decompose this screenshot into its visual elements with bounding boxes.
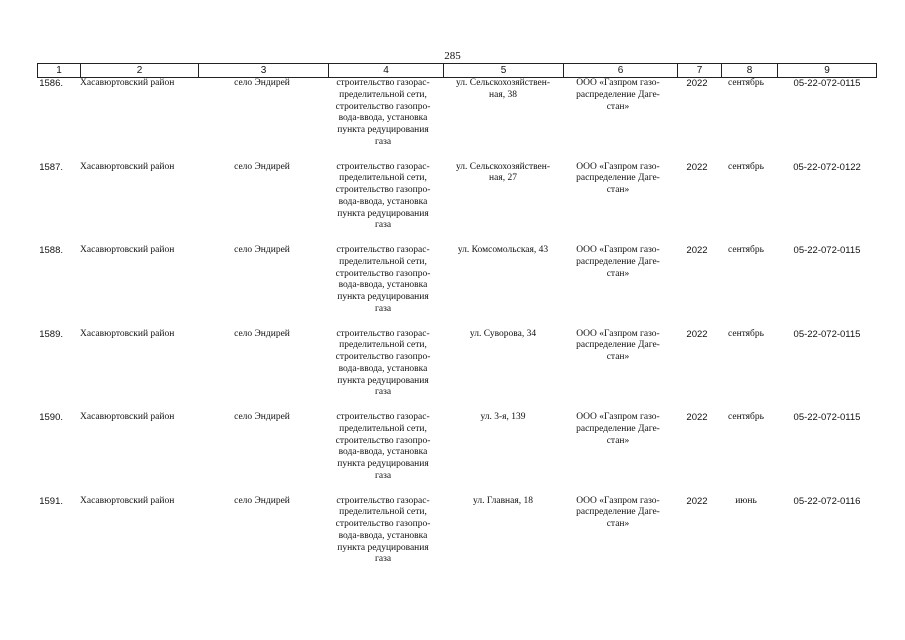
month-cell: июнь: [735, 495, 757, 506]
work-cell-line: газа: [374, 303, 392, 314]
header-col-9: 9: [777, 64, 877, 77]
work-cell: [328, 329, 438, 400]
work-cell-line: пределительной сети,: [339, 173, 427, 184]
district-cell: Хасавюртовский район: [80, 161, 175, 172]
work-cell: [328, 245, 438, 316]
org-cell-line: стан»: [606, 519, 630, 530]
work-cell-line: строительство газорас-: [336, 412, 430, 422]
work-cell-line: строительство газопро-: [335, 268, 431, 279]
row-number: 1591.: [39, 495, 63, 507]
org-cell-line: распределение Даге-: [576, 89, 660, 100]
month-cell: сентябрь: [728, 412, 764, 422]
work-cell-line: вода-ввода, установка: [338, 447, 428, 458]
work-cell-line: строительство газопро-: [335, 352, 431, 363]
table-row: [37, 245, 877, 329]
work-cell-line: строительство газорас-: [336, 161, 430, 172]
org-cell-line: распределение Даге-: [576, 340, 660, 351]
header-col-7: 7: [677, 64, 721, 77]
org-cell-line: стан»: [606, 268, 630, 279]
org-cell-line: распределение Даге-: [576, 507, 660, 518]
work-cell-line: газа: [374, 136, 392, 147]
work-cell-line: газа: [374, 554, 392, 565]
header-col-4: 4: [328, 64, 443, 77]
org-cell-line: ООО «Газпром газо-: [576, 412, 660, 422]
work-cell-line: газа: [374, 470, 392, 481]
district-cell: Хасавюртовский район: [80, 78, 175, 88]
work-cell-line: пункта редуцирования: [337, 459, 429, 470]
address-cell-line: ул. Сельскохозяйствен-: [455, 78, 551, 88]
work-cell-line: строительство газорас-: [336, 328, 430, 339]
locality-cell: село Эндирей: [234, 78, 290, 88]
address-cell: [443, 162, 563, 186]
org-cell-line: стан»: [606, 101, 630, 112]
org-cell: [563, 245, 673, 280]
month-cell: сентябрь: [728, 245, 764, 255]
address-cell: [443, 329, 563, 341]
code-cell: 05-22-072-0122: [793, 161, 861, 173]
org-cell-line: распределение Даге-: [576, 256, 660, 267]
address-cell-line: ул. Главная, 18: [473, 495, 533, 506]
district-cell: Хасавюртовский район: [80, 328, 175, 339]
address-cell-line: ная, 27: [489, 173, 517, 184]
table-row: [37, 78, 877, 162]
address-cell-line: ул. Сельскохозяйствен-: [455, 161, 551, 172]
work-cell-line: пределительной сети,: [339, 340, 427, 351]
work-cell-line: пределительной сети,: [339, 423, 427, 434]
header-col-3: 3: [198, 64, 328, 77]
org-cell-line: ООО «Газпром газо-: [576, 78, 660, 88]
address-cell-line: ная, 38: [489, 89, 517, 100]
locality-cell: село Эндирей: [234, 161, 290, 172]
table-row: [37, 496, 877, 580]
address-cell-line: ул. 3-я, 139: [480, 412, 526, 422]
work-cell-line: вода-ввода, установка: [338, 530, 428, 541]
locality-cell: село Эндирей: [234, 328, 290, 339]
year-cell: 2022: [686, 412, 708, 423]
work-cell-line: пункта редуцирования: [337, 542, 429, 553]
org-cell-line: стан»: [606, 435, 630, 446]
locality-cell: село Эндирей: [234, 412, 290, 422]
row-number: 1586.: [39, 78, 63, 89]
district-cell: Хасавюртовский район: [80, 495, 175, 506]
work-cell-line: пределительной сети,: [339, 507, 427, 518]
work-cell: [328, 78, 438, 149]
row-number: 1587.: [39, 161, 63, 173]
org-cell: [563, 162, 673, 197]
work-cell-line: вода-ввода, установка: [338, 280, 428, 291]
work-cell-line: пункта редуцирования: [337, 375, 429, 386]
address-cell: [443, 78, 563, 102]
year-cell: 2022: [686, 495, 708, 507]
work-cell-line: пункта редуцирования: [337, 208, 429, 219]
org-cell-line: ООО «Газпром газо-: [576, 161, 660, 172]
work-cell-line: вода-ввода, установка: [338, 363, 428, 374]
work-cell-line: строительство газорас-: [336, 78, 430, 88]
work-cell-line: пределительной сети,: [339, 256, 427, 267]
work-cell-line: вода-ввода, установка: [338, 113, 428, 124]
year-cell: 2022: [686, 245, 708, 256]
work-cell-line: строительство газопро-: [335, 185, 431, 196]
page-number: 285: [444, 50, 461, 62]
row-number: 1590.: [39, 412, 63, 423]
table-row: [37, 329, 877, 413]
code-cell: 05-22-072-0116: [793, 495, 861, 507]
work-cell: [328, 412, 438, 483]
work-cell-line: строительство газопро-: [335, 101, 431, 112]
row-number: 1589.: [39, 328, 63, 340]
org-cell: [563, 412, 673, 447]
org-cell-line: стан»: [606, 185, 630, 196]
year-cell: 2022: [686, 78, 708, 89]
org-cell: [563, 329, 673, 364]
address-cell: [443, 496, 563, 508]
code-cell: 05-22-072-0115: [793, 328, 861, 340]
address-cell: [443, 245, 563, 257]
address-cell-line: ул. Комсомольская, 43: [457, 245, 549, 255]
org-cell-line: распределение Даге-: [576, 423, 660, 434]
work-cell-line: газа: [374, 387, 392, 398]
month-cell: сентябрь: [728, 161, 764, 172]
work-cell-line: газа: [374, 220, 392, 231]
district-cell: Хасавюртовский район: [80, 412, 175, 422]
work-cell-line: пункта редуцирования: [337, 292, 429, 303]
work-cell: [328, 496, 438, 567]
locality-cell: село Эндирей: [234, 245, 290, 255]
work-cell-line: пределительной сети,: [339, 89, 427, 100]
header-col-8: 8: [721, 64, 777, 77]
header-col-2: 2: [80, 64, 198, 77]
org-cell: [563, 496, 673, 531]
work-cell: [328, 162, 438, 233]
header-col-1: 1: [37, 64, 80, 77]
org-cell-line: стан»: [606, 352, 630, 363]
work-cell-line: строительство газопро-: [335, 519, 431, 530]
district-cell: Хасавюртовский район: [80, 245, 175, 255]
work-cell-line: строительство газорас-: [336, 495, 430, 506]
org-cell-line: ООО «Газпром газо-: [576, 495, 660, 506]
locality-cell: село Эндирей: [234, 495, 290, 506]
month-cell: сентябрь: [728, 328, 764, 339]
org-cell-line: ООО «Газпром газо-: [576, 245, 660, 255]
header-col-5: 5: [443, 64, 563, 77]
org-cell-line: распределение Даге-: [576, 173, 660, 184]
month-cell: сентябрь: [728, 78, 764, 88]
code-cell: 05-22-072-0115: [793, 78, 861, 89]
work-cell-line: строительство газорас-: [336, 245, 430, 255]
work-cell-line: вода-ввода, установка: [338, 196, 428, 207]
org-cell-line: ООО «Газпром газо-: [576, 328, 660, 339]
code-cell: 05-22-072-0115: [793, 245, 861, 256]
table-header: [37, 63, 877, 78]
row-number: 1588.: [39, 245, 63, 256]
table-row: [37, 412, 877, 496]
address-cell: [443, 412, 563, 424]
header-col-6: 6: [563, 64, 677, 77]
work-cell-line: пункта редуцирования: [337, 125, 429, 136]
year-cell: 2022: [686, 328, 708, 340]
year-cell: 2022: [686, 161, 708, 173]
table-row: [37, 162, 877, 246]
code-cell: 05-22-072-0115: [793, 412, 861, 423]
org-cell: [563, 78, 673, 113]
address-cell-line: ул. Суворова, 34: [469, 328, 537, 339]
work-cell-line: строительство газопро-: [335, 435, 431, 446]
